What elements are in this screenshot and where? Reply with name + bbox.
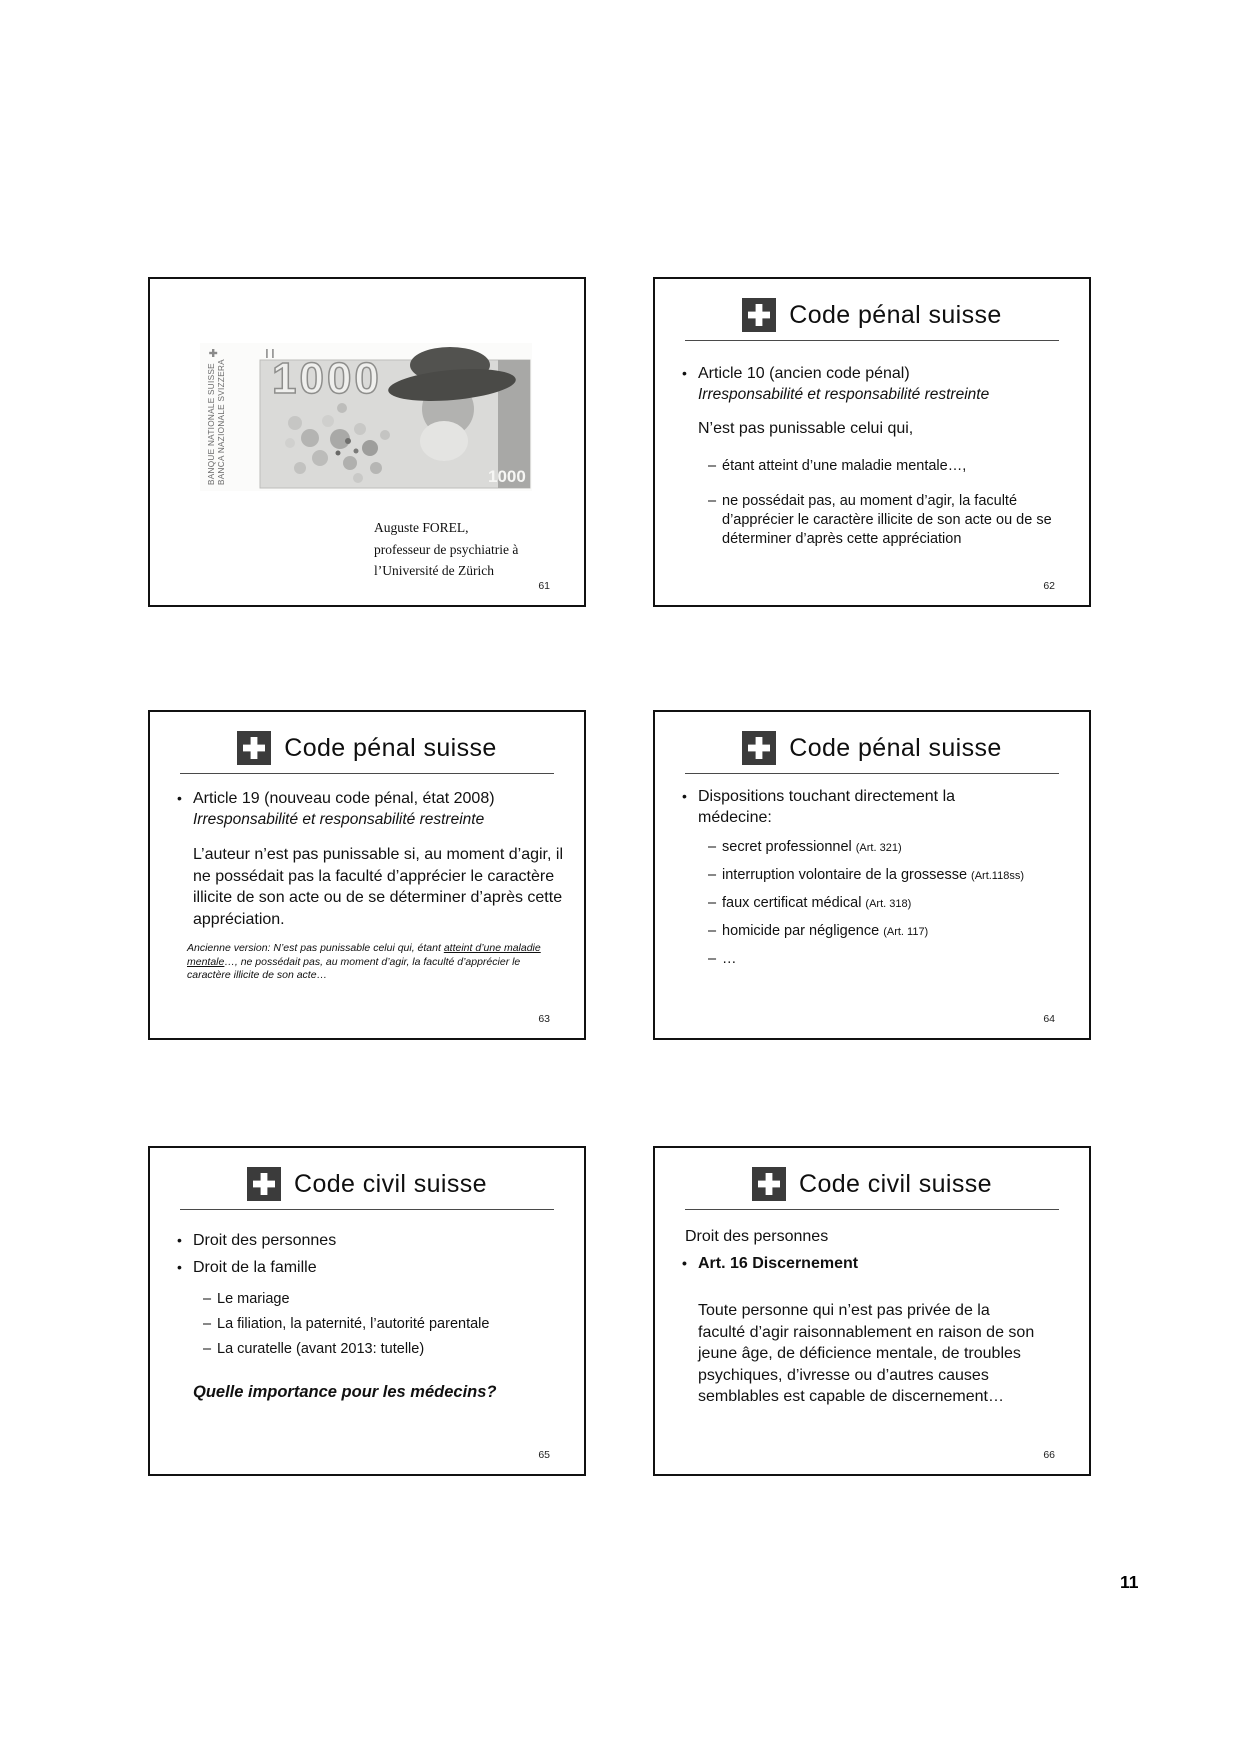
- caption-line: professeur de psychiatrie à: [374, 541, 519, 557]
- bullet-text: Article 10 (ancien code pénal): [698, 365, 910, 382]
- dash-text: ne possédait pas, au moment d’agir, la faculté d’apprécier le caractère illicite de son acte ou de se déterminer d’après cette appréciation: [722, 493, 1052, 547]
- bullet-item: [681, 363, 1069, 384]
- dash-item: [709, 950, 1069, 969]
- dash-text: secret professionnel: [722, 839, 852, 855]
- slide-title: [655, 298, 1089, 332]
- slide-title: [655, 731, 1089, 765]
- page-number: 11: [1120, 1572, 1139, 1592]
- swiss-cross-icon: [742, 731, 776, 765]
- bullet-item: [176, 1230, 564, 1251]
- swiss-cross-icon: [742, 298, 776, 332]
- slide-body: [150, 788, 584, 983]
- slide-title-text: Code civil suisse: [799, 1169, 992, 1198]
- banknote-value-small: 1000: [488, 467, 526, 486]
- slide-title-text: Code pénal suisse: [789, 300, 1002, 329]
- slide-number: 62: [1043, 580, 1055, 592]
- dash-text: interruption volontaire de la grossesse: [722, 867, 968, 883]
- dash-item: [709, 894, 1069, 914]
- note-text: …, ne possédait pas, au moment d’agir, la faculté d’apprécier le caractère illicite de son acte…: [187, 955, 521, 981]
- bullet-subtitle: Irresponsabilité et responsabilité restreinte: [193, 811, 485, 828]
- title-underline: [685, 1209, 1059, 1210]
- slide-body: [150, 1230, 584, 1402]
- bullet-text: Article 19 (nouveau code pénal, état 2008): [193, 790, 495, 807]
- dash-item: [204, 1290, 564, 1309]
- dash-text: homicide par négligence: [722, 923, 880, 939]
- slide-title: [150, 1167, 584, 1201]
- slide-title: [150, 731, 584, 765]
- bank-name-fr: BANQUE NATIONALE SUISSE: [207, 363, 216, 485]
- slide-body: [655, 363, 1089, 549]
- slide-62: [653, 277, 1091, 607]
- bullet-item: [176, 1257, 564, 1278]
- banknote-caption: [374, 517, 518, 582]
- bullet-text: Art. 16 Discernement: [698, 1255, 859, 1272]
- bullet-item: [681, 786, 998, 828]
- article-ref: (Art.118ss): [971, 870, 1025, 882]
- dash-text: étant atteint d’une maladie mentale…,: [722, 458, 967, 474]
- dash-item: [709, 922, 1069, 942]
- slide-61: [148, 277, 586, 607]
- article-ref: (Art. 321): [855, 842, 902, 854]
- title-underline: [180, 1209, 554, 1210]
- dash-item: [204, 1315, 564, 1334]
- caption-line: Auguste FOREL,: [374, 520, 469, 535]
- bullet-subtitle: Irresponsabilité et responsabilité restreinte: [698, 386, 990, 403]
- slide-title-text: Code pénal suisse: [284, 733, 497, 762]
- dash-item: [709, 492, 1052, 549]
- bullet-item: [176, 788, 564, 809]
- bullet-text: Droit des personnes: [193, 1232, 337, 1249]
- slide-number: 63: [538, 1013, 550, 1025]
- dash-text: faux certificat médical: [722, 895, 862, 911]
- slide-title-text: Code pénal suisse: [789, 733, 1002, 762]
- slide-66: [653, 1146, 1091, 1476]
- dash-item: [709, 866, 1069, 886]
- bank-name-it: BANCA NAZIONALE SVIZZERA: [217, 359, 226, 485]
- bullet-text: Droit de la famille: [193, 1259, 317, 1276]
- article-ref: (Art. 117): [883, 926, 929, 938]
- swiss-cross-icon: [752, 1167, 786, 1201]
- banknote-image: [200, 343, 532, 491]
- caption-line: l’Université de Zürich: [374, 563, 494, 578]
- article-ref: (Art. 318): [865, 898, 912, 910]
- title-underline: [685, 340, 1059, 341]
- body-paragraph: Toute personne qui n’est pas privée de la faculté d’agir raisonnablement en raison de son jeune âge, de déficience mentale, de troubles psychiques, d’ivresse ou d’autres causes semblables est capable de discernement…: [698, 1302, 1035, 1405]
- dash-item: [709, 457, 1069, 476]
- slide-number: 64: [1043, 1013, 1055, 1025]
- slide-title: [655, 1167, 1089, 1201]
- dash-text: Le mariage: [217, 1291, 290, 1307]
- slide-65: [148, 1146, 586, 1476]
- dash-text: La curatelle (avant 2013: tutelle): [217, 1341, 425, 1357]
- dash-item: [709, 838, 1069, 858]
- slide-body: [655, 1226, 1089, 1408]
- intro-text: N’est pas punissable celui qui,: [698, 420, 914, 437]
- bullet-item: [681, 1253, 1069, 1274]
- dash-text: …: [722, 951, 737, 967]
- slide-number: 65: [538, 1449, 550, 1461]
- slide-64: [653, 710, 1091, 1040]
- dash-item: [204, 1340, 564, 1359]
- banknote-value-large: 1000: [272, 354, 382, 403]
- title-underline: [685, 773, 1059, 774]
- old-version-note: [170, 942, 565, 983]
- title-underline: [180, 773, 554, 774]
- note-underlined-text: atteint d’une maladie mentale: [187, 942, 541, 968]
- lead-text: Droit des personnes: [685, 1228, 829, 1245]
- bullet-text: Dispositions touchant directement la médecine:: [698, 788, 956, 826]
- dash-text: La filiation, la paternité, l’autorité parentale: [217, 1316, 490, 1332]
- question-text: Quelle importance pour les médecins?: [193, 1383, 497, 1401]
- swiss-cross-icon: [237, 731, 271, 765]
- slide-63: [148, 710, 586, 1040]
- slide-body: [655, 786, 1089, 969]
- note-text: Ancienne version: N’est pas punissable celui qui, étant: [187, 942, 444, 954]
- slide-number: 61: [538, 580, 550, 592]
- slide-number: 66: [1043, 1449, 1055, 1461]
- swiss-cross-icon: [247, 1167, 281, 1201]
- slide-title-text: Code civil suisse: [294, 1169, 487, 1198]
- body-paragraph: L’auteur n’est pas punissable si, au moment d’agir, il ne possédait pas la faculté d’apprécier le caractère illicite de son acte ou de se déterminer d’après cette appréciation.: [193, 846, 563, 928]
